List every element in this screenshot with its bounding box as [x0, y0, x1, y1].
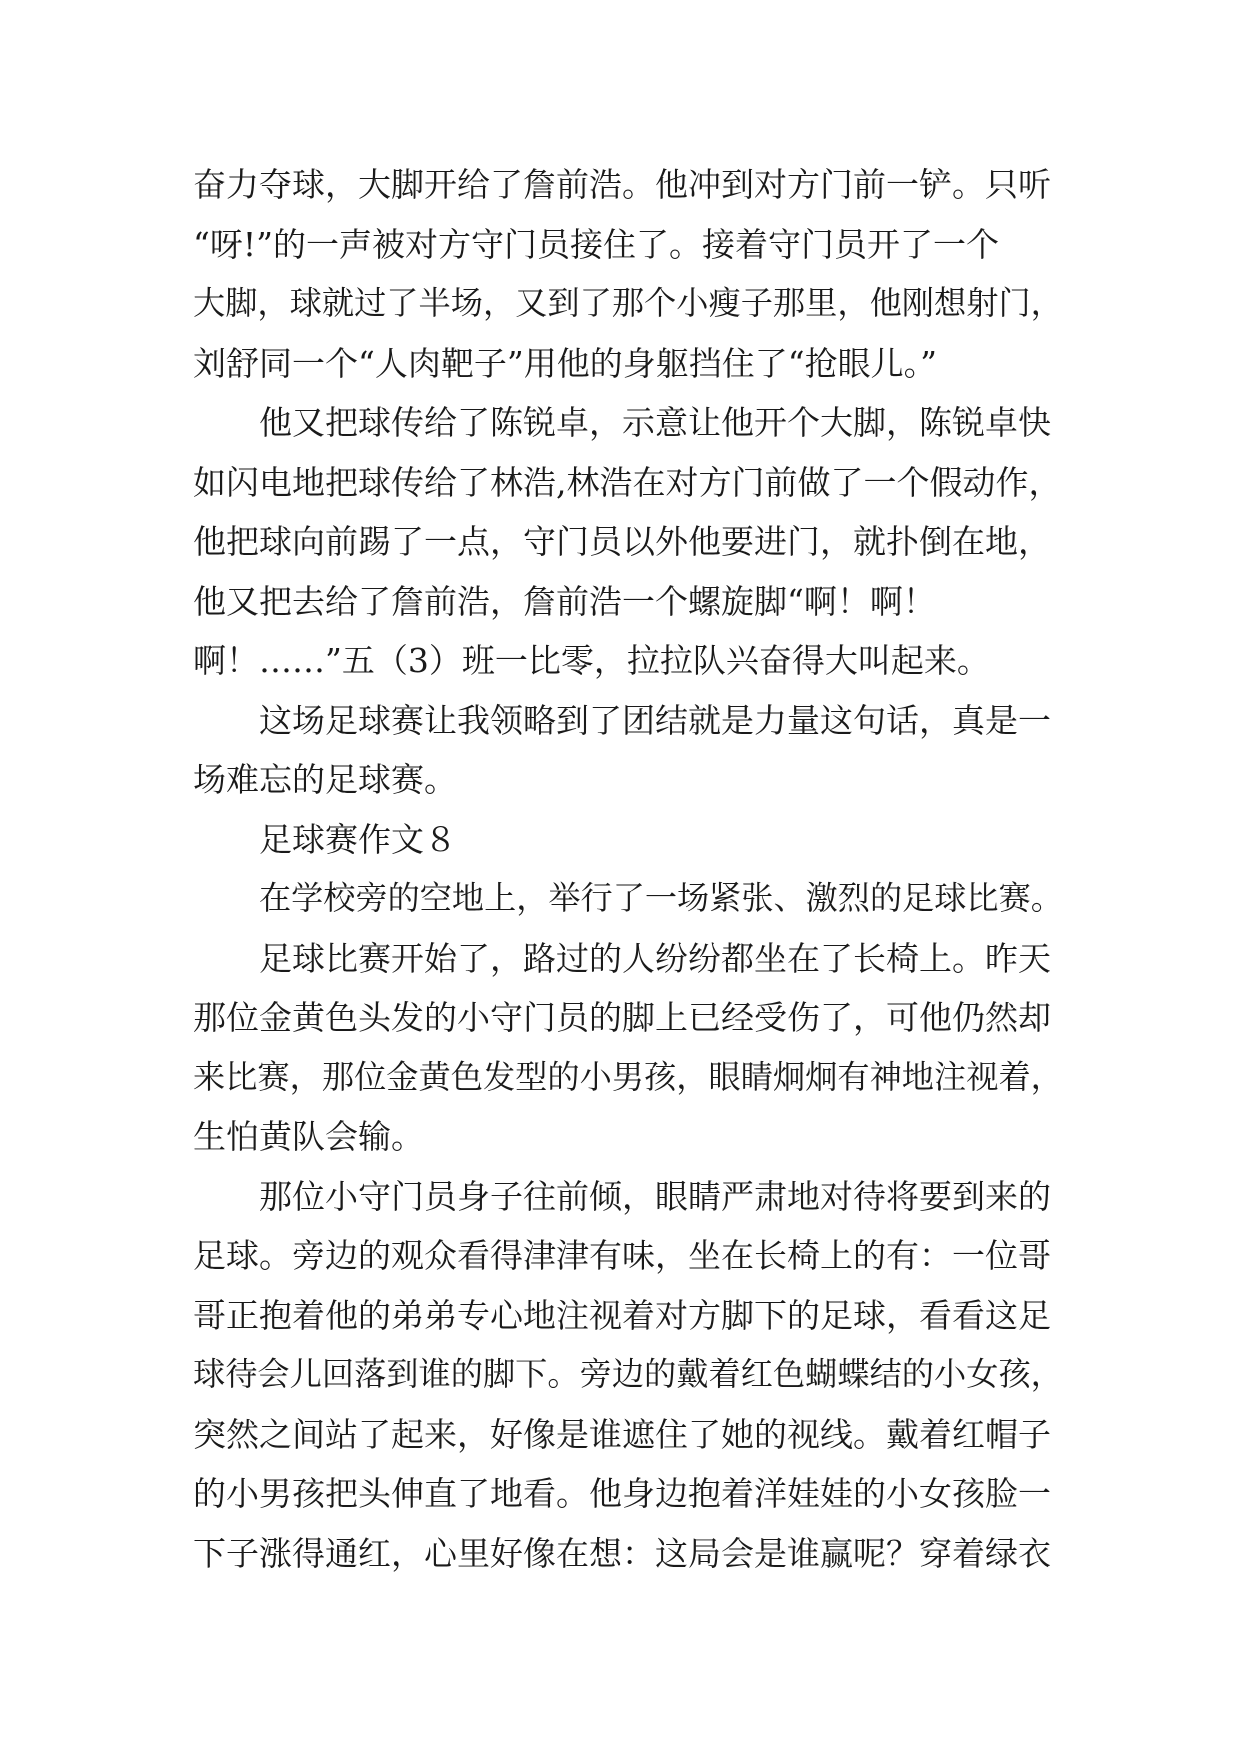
text-line: 足球比赛开始了，路过的人纷纷都坐在了长椅上。昨天 — [259, 938, 1051, 978]
essay-text — [193, 155, 1063, 1583]
text-line: 刘舒同一个“人肉靶子”用他的身躯挡住了“抢眼儿。” — [193, 343, 937, 383]
text-line: 来比赛，那位金黄色发型的小男孩，眼睛炯炯有神地注视着， — [193, 1057, 1063, 1096]
text-line: 那位小守门员身子往前倾，眼睛严肃地对待将要到来的 — [259, 1176, 1051, 1216]
text-line: 哥正抱着他的弟弟专心地注视着对方脚下的足球，看看这足 — [193, 1295, 1051, 1335]
text-line: 足球。旁边的观众看得津津有味，坐在长椅上的有：一位哥 — [193, 1236, 1051, 1275]
text-line: 场难忘的足球赛。 — [193, 760, 457, 799]
text-line: 他把球向前踢了一点，守门员以外他要进门，就扑倒在地， — [193, 522, 1051, 561]
text-line: 奋力夺球，大脚开给了詹前浩。他冲到对方门前一铲。只听 — [193, 165, 1051, 204]
text-line: 在学校旁的空地上，举行了一场紧张、激烈的足球比赛。 — [259, 879, 1063, 917]
text-line: 突然之间站了起来，好像是谁遮住了她的视线。戴着红帽子 — [193, 1414, 1051, 1454]
text-line: 那位金黄色头发的小守门员的脚上已经受伤了，可他仍然却 — [193, 998, 1051, 1037]
text-line: 球待会儿回落到谁的脚下。旁边的戴着红色蝴蝶结的小女孩， — [193, 1355, 1063, 1393]
text-line: 这场足球赛让我领略到了团结就是力量这句话，真是一 — [259, 700, 1051, 740]
text-line: 的小男孩把头伸直了地看。他身边抱着洋娃娃的小女孩脸一 — [193, 1474, 1051, 1513]
text-line: 生怕黄队会输。 — [193, 1117, 424, 1156]
text-line: 大脚，球就过了半场，又到了那个小瘦子那里，他刚想射门， — [193, 284, 1063, 322]
section-heading: 足球赛作文８ — [259, 819, 457, 859]
text-line: 啊！……”五（3）班一比零，拉拉队兴奋得大叫起来。 — [193, 641, 990, 680]
text-line: 如闪电地把球传给了林浩,林浩在对方门前做了一个假动作， — [193, 462, 1062, 502]
text-line: 下子涨得通红，心里好像在想：这局会是谁赢呢？穿着绿衣 — [193, 1533, 1051, 1573]
text-line: “呀!”的一声被对方守门员接住了。接着守门员开了一个 — [193, 224, 1000, 264]
text-line: 他又把球传给了陈锐卓，示意让他开个大脚，陈锐卓快 — [259, 403, 1051, 442]
text-line: 他又把去给了詹前浩，詹前浩一个螺旋脚“啊！啊！ — [193, 581, 936, 621]
